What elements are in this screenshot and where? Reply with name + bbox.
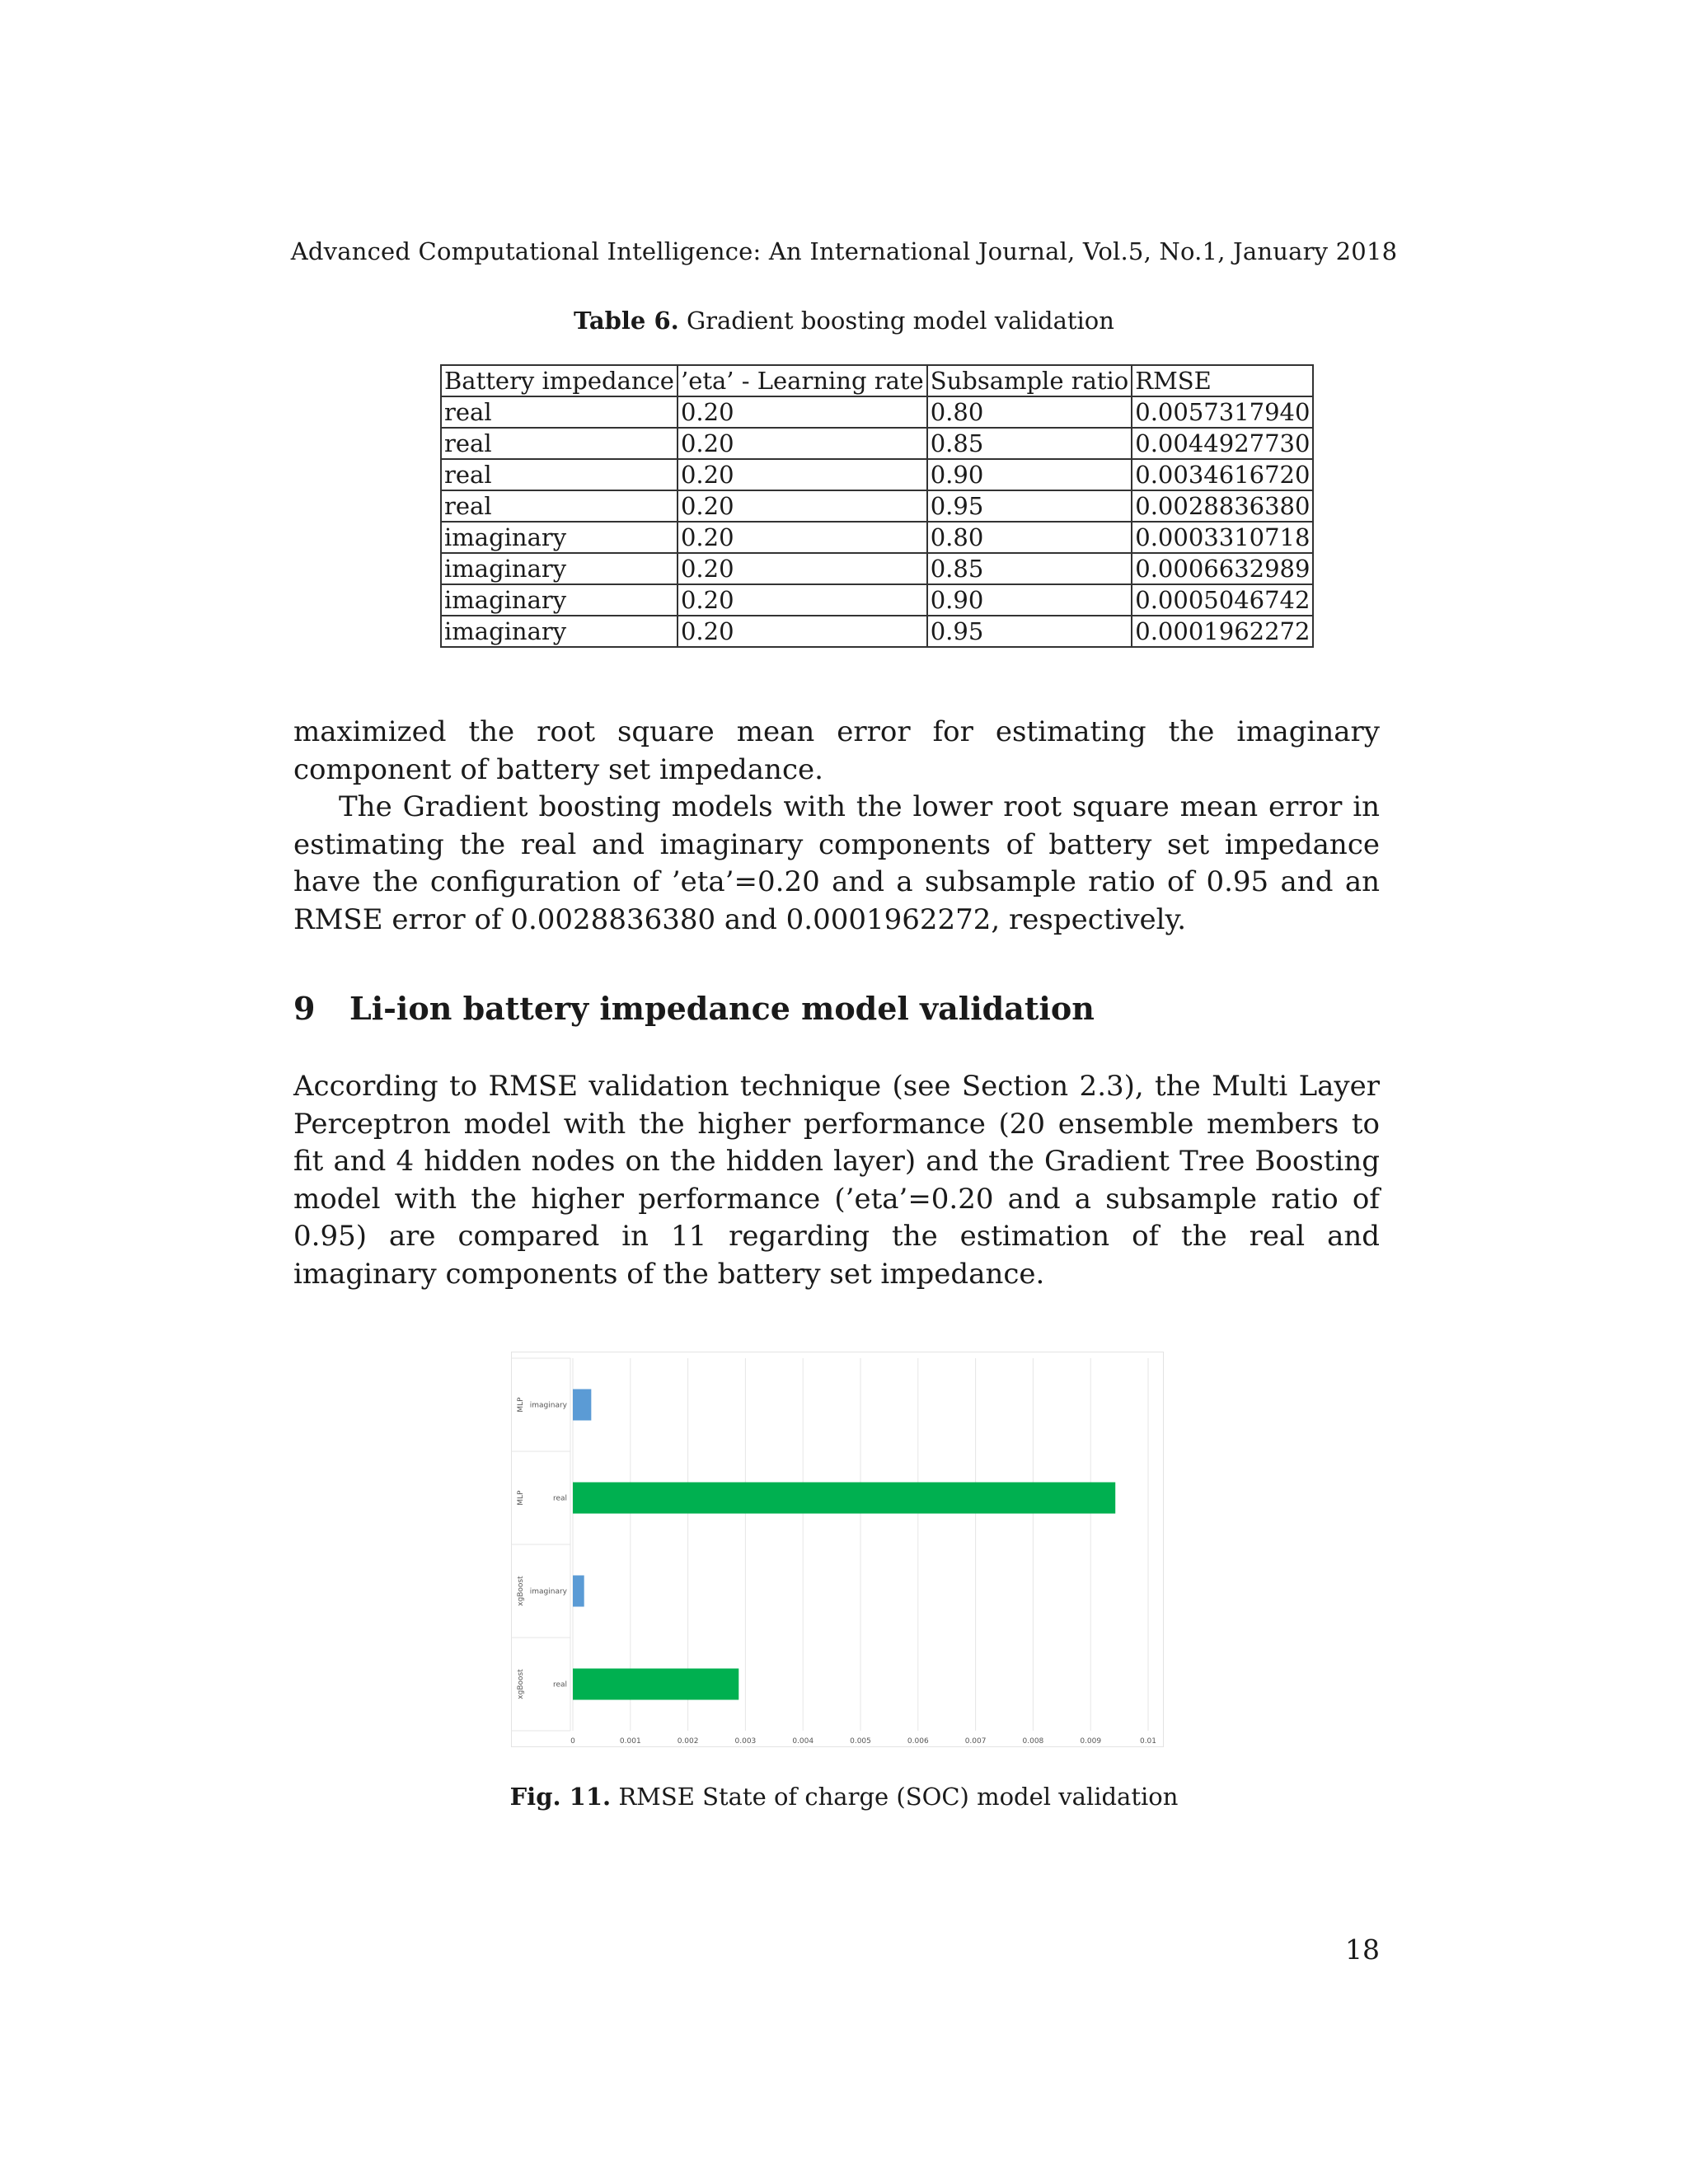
table-cell: 0.20 — [678, 584, 927, 616]
table-cell: 0.20 — [678, 459, 927, 490]
figure-caption-text: RMSE State of charge (SOC) model validation — [618, 1783, 1179, 1811]
table-cell: real — [441, 428, 678, 459]
x-tick-label: 0.004 — [792, 1737, 814, 1746]
paragraph: maximized the root square mean error for estimating the imaginary component of battery set impedance. — [293, 715, 1380, 786]
x-tick-label: 0.008 — [1022, 1737, 1044, 1746]
body-text-top — [293, 714, 1380, 939]
x-tick-label: 0 — [570, 1737, 575, 1746]
x-tick-label: 0.005 — [850, 1737, 871, 1746]
table-cell: 0.85 — [927, 428, 1132, 459]
table-row — [441, 396, 1313, 428]
table-header-cell: Battery impedance — [441, 365, 678, 396]
body-text-section — [293, 1068, 1380, 1293]
section-number: 9 — [293, 990, 316, 1027]
table-caption-text: Gradient boosting model validation — [686, 307, 1114, 335]
category-label: imaginary — [529, 1401, 567, 1410]
table-cell: 0.90 — [927, 584, 1132, 616]
section-title: Li-ion battery impedance model validation — [349, 990, 1095, 1027]
table-cell: real — [441, 490, 678, 522]
table-cell: 0.80 — [927, 522, 1132, 553]
chart-bar-mlp-real — [573, 1483, 1115, 1514]
table-row — [441, 428, 1313, 459]
table-cell: 0.20 — [678, 522, 927, 553]
table-cell: 0.20 — [678, 396, 927, 428]
chart-bar-xgboost-real — [573, 1669, 738, 1700]
table-cell: 0.0005046742 — [1132, 584, 1313, 616]
table-cell: 0.80 — [927, 396, 1132, 428]
paragraph: According to RMSE validation technique (see Section 2.3), the Multi Layer Perceptron model with the higher performance (20 ensemble members to fit and 4 hidden nodes on the hidden layer) and the Gradient Tree Boosting model with the higher performance (’eta’=0.20 and a subsample ratio of 0.95) are compared in 11 regarding the estimation of the real and imaginary components of the battery set impedance. — [293, 1070, 1380, 1291]
figure-caption-label: Fig. 11. — [509, 1783, 612, 1811]
running-header: Advanced Computational Intelligence: An International Journal, Vol.5, No.1, January 2018 — [290, 237, 1398, 265]
table-cell: 0.95 — [927, 616, 1132, 647]
category-label: real — [552, 1494, 567, 1503]
table-header-row — [441, 365, 1313, 396]
table-cell: imaginary — [441, 522, 678, 553]
x-tick-label: 0.01 — [1139, 1737, 1157, 1746]
table-cell: 0.85 — [927, 553, 1132, 584]
table-row — [441, 522, 1313, 553]
category-label: real — [552, 1680, 567, 1690]
page-number: 18 — [1345, 1933, 1380, 1966]
table-row — [441, 490, 1313, 522]
table-cell: imaginary — [441, 553, 678, 584]
group-label: MLP — [517, 1397, 525, 1413]
table-cell: 0.0006632989 — [1132, 553, 1313, 584]
table-header-cell: Subsample ratio — [927, 365, 1132, 396]
x-tick-label: 0.002 — [677, 1737, 699, 1746]
chart-bar-xgboost-imaginary — [573, 1576, 584, 1607]
table-row — [441, 584, 1313, 616]
x-tick-label: 0.001 — [619, 1737, 641, 1746]
figure-caption — [0, 1783, 1688, 1811]
x-tick-label: 0.009 — [1080, 1737, 1102, 1746]
table-cell: 0.0028836380 — [1132, 490, 1313, 522]
x-tick-label: 0.007 — [964, 1737, 987, 1746]
table-cell: 0.0003310718 — [1132, 522, 1313, 553]
table-cell: 0.0001962272 — [1132, 616, 1313, 647]
table-cell: 0.0034616720 — [1132, 459, 1313, 490]
table-caption — [0, 307, 1688, 335]
rmse-bar-chart — [511, 1352, 1164, 1747]
table-row — [441, 616, 1313, 647]
paragraph: The Gradient boosting models with the lower root square mean error in estimating the real and imaginary components of battery set impedance have the configuration of ’eta’=0.20 and a subsample ratio of 0.95 and an RMSE error of 0.0028836380 and 0.0001962272, respectively. — [293, 790, 1380, 936]
table-row — [441, 553, 1313, 584]
table-cell: 0.20 — [678, 490, 927, 522]
table-row — [441, 459, 1313, 490]
table-caption-label: Table 6. — [574, 307, 679, 335]
group-label: xgBoost — [517, 1669, 525, 1699]
section-heading — [293, 990, 1095, 1027]
group-label: MLP — [517, 1490, 525, 1506]
table-cell: 0.0057317940 — [1132, 396, 1313, 428]
table-cell: real — [441, 396, 678, 428]
table-cell: real — [441, 459, 678, 490]
table-cell: 0.20 — [678, 428, 927, 459]
chart-bar-mlp-imaginary — [573, 1390, 591, 1421]
table-cell: imaginary — [441, 616, 678, 647]
results-table — [440, 364, 1314, 648]
table-cell: imaginary — [441, 584, 678, 616]
table-cell: 0.20 — [678, 553, 927, 584]
table-header-cell: RMSE — [1132, 365, 1313, 396]
x-tick-label: 0.003 — [734, 1737, 757, 1746]
table-cell: 0.90 — [927, 459, 1132, 490]
table-cell: 0.20 — [678, 616, 927, 647]
table-cell: 0.95 — [927, 490, 1132, 522]
group-label: xgBoost — [517, 1576, 525, 1606]
x-tick-label: 0.006 — [907, 1737, 929, 1746]
category-label: imaginary — [529, 1587, 567, 1596]
table-cell: 0.0044927730 — [1132, 428, 1313, 459]
table-header-cell: ’eta’ - Learning rate — [678, 365, 927, 396]
